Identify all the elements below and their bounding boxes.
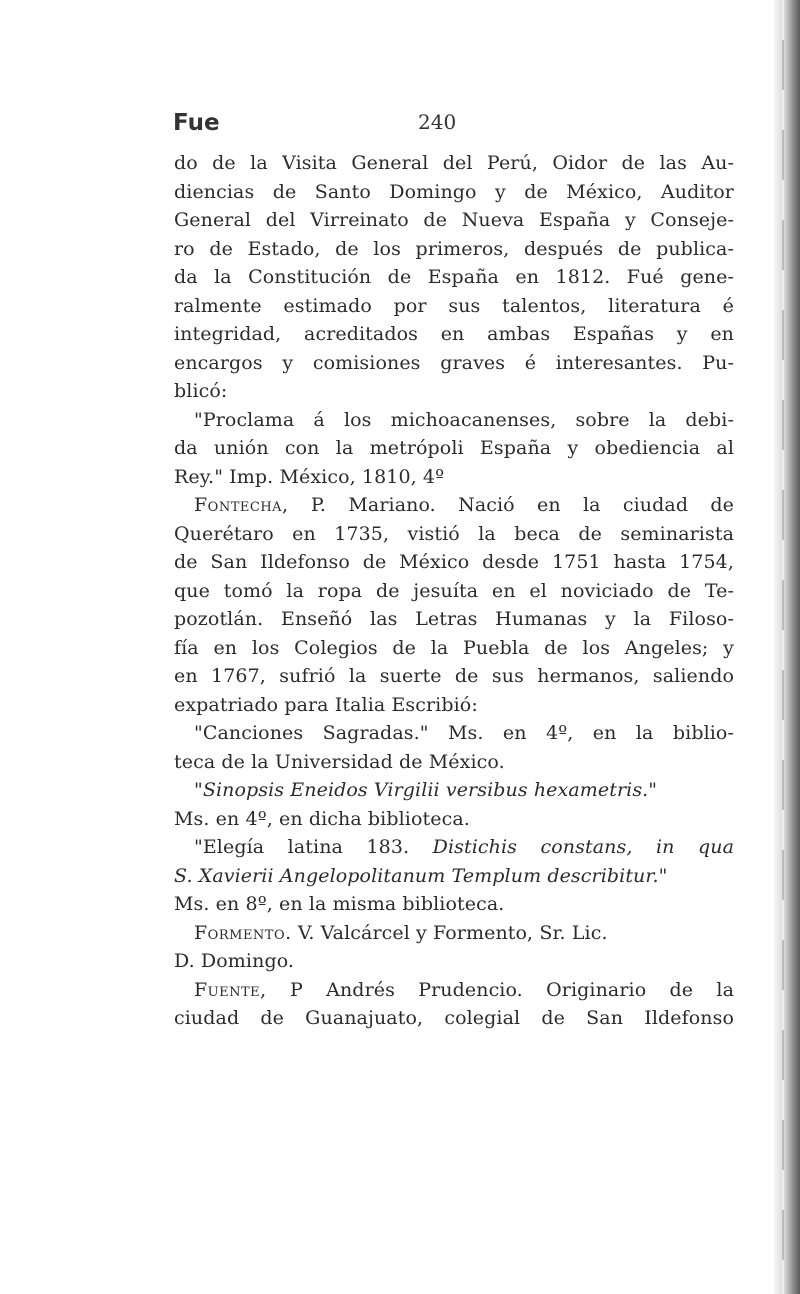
page-number: 240 [418,110,457,134]
line-text: integridad, acreditados en ambas Españas y en [174,323,734,345]
line-text: "Canciones Sagradas." Ms. en 4º, en la biblio- [194,722,734,744]
line-text: de San Ildefonso de México desde 1751 hasta 1754, [174,551,734,573]
text-line [174,947,734,976]
running-head-word: Fue [173,110,220,136]
italic-title: "Sinopsis Eneidos Virgilii versibus hexametris." [194,779,658,801]
text-line [174,862,734,891]
line-text: Rey." Imp. México, 1810, 4º [174,465,445,488]
line-text: da unión con la metrópoli España y obediencia al [174,437,734,459]
line-text: que tomó la ropa de jesuíta en el noviciado de Te- [174,579,734,602]
text-line [174,292,734,321]
text-line [174,833,734,862]
text-line [174,235,734,264]
entry-heading: Formento. [194,921,292,944]
text-line [174,919,734,948]
book-spine-edge [774,0,800,1294]
line-text: ciudad de Guanajuato, colegial de San Ildefonso [174,1007,734,1029]
line-text: P. Mariano. Nació en la ciudad de [288,494,734,516]
line-text: blicó: [174,380,228,402]
text-line [174,605,734,634]
line-text: V. Valcárcel y Formento, Sr. Lic. [291,921,608,944]
text-line [174,662,734,691]
line-text: D. Domingo. [174,950,295,972]
text-line [174,719,734,748]
line-text: Ms. en 4º, en dicha biblioteca. [174,807,470,830]
text-line [174,776,734,805]
italic-title: S. Xavierii Angelopolitanum Templum describitur." [174,864,668,887]
text-line [174,691,734,720]
text-line [174,377,734,406]
line-text: ralmente estimado por sus talentos, literatura é [174,294,734,317]
text-line [174,349,734,378]
line-text: en 1767, sufrió la suerte de sus hermanos, saliendo [174,665,734,687]
line-text: ro de Estado, de los primeros, después de publica- [174,237,734,260]
text-line [174,320,734,349]
line-text: diencias de Santo Domingo y de México, Auditor [174,180,734,203]
text-line [174,463,734,492]
text-line [174,178,734,207]
text-line [174,890,734,919]
line-text: P Andrés Prudencio. Originario de la [266,978,734,1001]
text-line [174,406,734,435]
line-text: fía en los Colegios de la Puebla de los Angeles; y [174,636,734,659]
text-line [174,491,734,520]
line-text: do de la Visita General del Perú, Oidor de las Au- [174,152,734,174]
text-line [174,548,734,577]
text-line [174,577,734,606]
text-line [174,748,734,777]
line-text: Querétaro en 1735, vistió la beca de seminarista [174,522,734,545]
line-text: General del Virreinato de Nueva España y Conseje- [174,209,734,231]
line-text: Ms. en 8º, en la misma biblioteca. [174,893,505,915]
text-line [174,634,734,663]
text-line [174,976,734,1005]
line-text: "Proclama á los michoacanenses, sobre la debi- [194,408,734,431]
entry-heading: Fuente, [194,978,267,1001]
text-line [174,434,734,463]
entry-heading: Fontecha, [194,494,289,516]
line-text: encargos y comisiones graves é interesantes. Pu- [174,351,734,374]
body-text [174,149,734,1033]
text-line [174,149,734,178]
line-text: da la Constitución de España en 1812. Fué gene- [174,266,734,288]
text-line [174,805,734,834]
line-text: pozotlán. Enseñó las Letras Humanas y la Filoso- [174,608,734,630]
line-text: "Elegía latina 183. [194,836,433,858]
text-line [174,520,734,549]
line-text: teca de la Universidad de México. [174,750,505,773]
text-line [174,1004,734,1033]
text-line [174,263,734,292]
text-line [174,206,734,235]
italic-title: Distichis constans, in qua [432,836,734,858]
line-text: expatriado para Italia Escribió: [174,693,478,716]
